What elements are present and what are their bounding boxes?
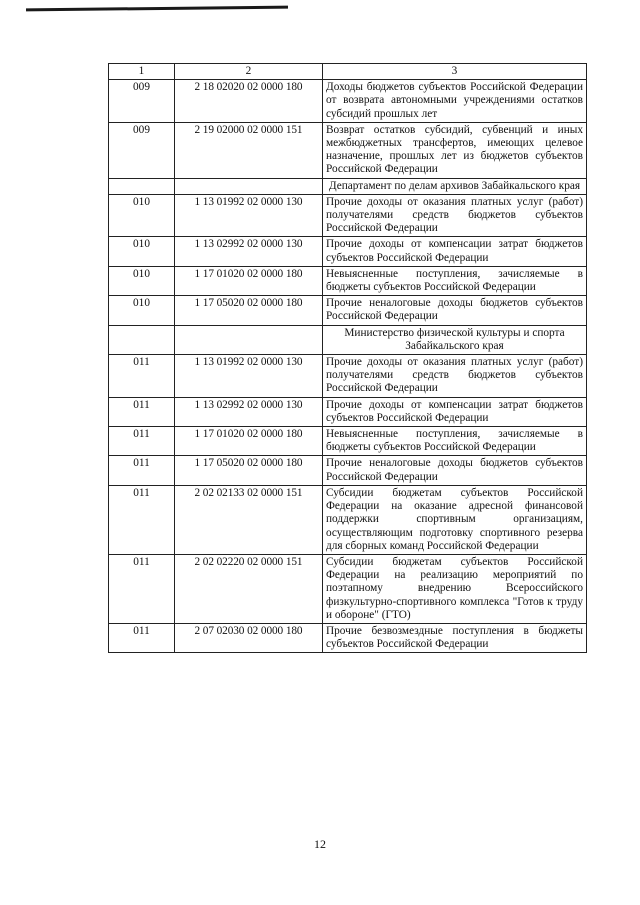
description-cell: Прочие доходы от оказания платных услуг (работ) получателями средств бюджетов субъектов Российской Федерации [323,194,587,237]
table-header-row [109,64,587,80]
table-row [109,397,587,426]
budget-code-cell: 1 13 02992 02 0000 130 [175,237,323,266]
budget-code-cell: 1 13 01992 02 0000 130 [175,194,323,237]
admin-code-cell: 011 [109,485,175,554]
admin-code-cell: 010 [109,296,175,325]
description-cell: Прочие неналоговые доходы бюджетов субъектов Российской Федерации [323,296,587,325]
header-col-1: 1 [109,64,175,80]
admin-code-cell: 009 [109,122,175,178]
budget-code-cell: 1 17 05020 02 0000 180 [175,296,323,325]
table-row [109,485,587,554]
table-row [109,456,587,485]
admin-code-cell: 010 [109,237,175,266]
budget-code-cell: 1 13 01992 02 0000 130 [175,355,323,398]
admin-code-cell: 010 [109,266,175,295]
description-cell: Возврат остатков субсидий, субвенций и иных межбюджетных трансфертов, имеющих целевое назначение, прошлых лет из бюджетов субъектов Российской Федерации [323,122,587,178]
page-number: 12 [314,837,326,851]
description-cell: Прочие доходы от компенсации затрат бюджетов субъектов Российской Федерации [323,237,587,266]
department-row [109,325,587,354]
budget-code-cell: 2 19 02000 02 0000 151 [175,122,323,178]
description-cell: Доходы бюджетов субъектов Российской Федерации от возврата автономными учреждениями остатков субсидий прошлых лет [323,80,587,123]
budget-code-cell: 1 17 05020 02 0000 180 [175,456,323,485]
department-heading: Министерство физической культуры и спорта Забайкальского края [323,325,587,354]
description-cell: Прочие безвозмездные поступления в бюджеты субъектов Российской Федерации [323,623,587,652]
description-cell: Прочие доходы от оказания платных услуг (работ) получателями средств бюджетов субъектов Российской Федерации [323,355,587,398]
department-heading: Департамент по делам архивов Забайкальского края [323,178,587,194]
description-cell: Невыясненные поступления, зачисляемые в бюджеты субъектов Российской Федерации [323,266,587,295]
description-cell: Субсидии бюджетам субъектов Российской Федерации на реализацию мероприятий по поэтапному внедрению Всероссийского физкультурно-спортивного комплекса "Готов к труду и обороне" (ГТО) [323,554,587,623]
empty-cell [109,178,175,194]
description-cell: Субсидии бюджетам субъектов Российской Федерации на оказание адресной финансовой поддержки спортивным организациям, осуществляющим подготовку спортивного резерва для сборных команд Российской Федерации [323,485,587,554]
table-row [109,122,587,178]
budget-code-cell: 2 02 02133 02 0000 151 [175,485,323,554]
admin-code-cell: 010 [109,194,175,237]
empty-cell [109,325,175,354]
table-row [109,80,587,123]
admin-code-cell: 011 [109,623,175,652]
empty-cell [175,178,323,194]
admin-code-cell: 011 [109,355,175,398]
budget-code-cell: 2 02 02220 02 0000 151 [175,554,323,623]
budget-code-cell: 2 07 02030 02 0000 180 [175,623,323,652]
admin-code-cell: 011 [109,456,175,485]
header-col-3: 3 [323,64,587,80]
description-cell: Невыясненные поступления, зачисляемые в бюджеты субъектов Российской Федерации [323,427,587,456]
admin-code-cell: 011 [109,554,175,623]
admin-code-cell: 009 [109,80,175,123]
description-cell: Прочие неналоговые доходы бюджетов субъектов Российской Федерации [323,456,587,485]
table-row [109,296,587,325]
header-col-2: 2 [175,64,323,80]
table-row [109,237,587,266]
table-row [109,554,587,623]
budget-code-cell: 2 18 02020 02 0000 180 [175,80,323,123]
description-cell: Прочие доходы от компенсации затрат бюджетов субъектов Российской Федерации [323,397,587,426]
admin-code-cell: 011 [109,427,175,456]
admin-code-cell: 011 [109,397,175,426]
empty-cell [175,325,323,354]
scan-edge-mark [26,6,288,12]
budget-revenue-table [108,63,587,653]
table-row [109,427,587,456]
budget-code-cell: 1 17 01020 02 0000 180 [175,266,323,295]
table-row [109,623,587,652]
department-row [109,178,587,194]
table-row [109,266,587,295]
table-row [109,355,587,398]
budget-code-cell: 1 17 01020 02 0000 180 [175,427,323,456]
table-row [109,194,587,237]
budget-code-cell: 1 13 02992 02 0000 130 [175,397,323,426]
